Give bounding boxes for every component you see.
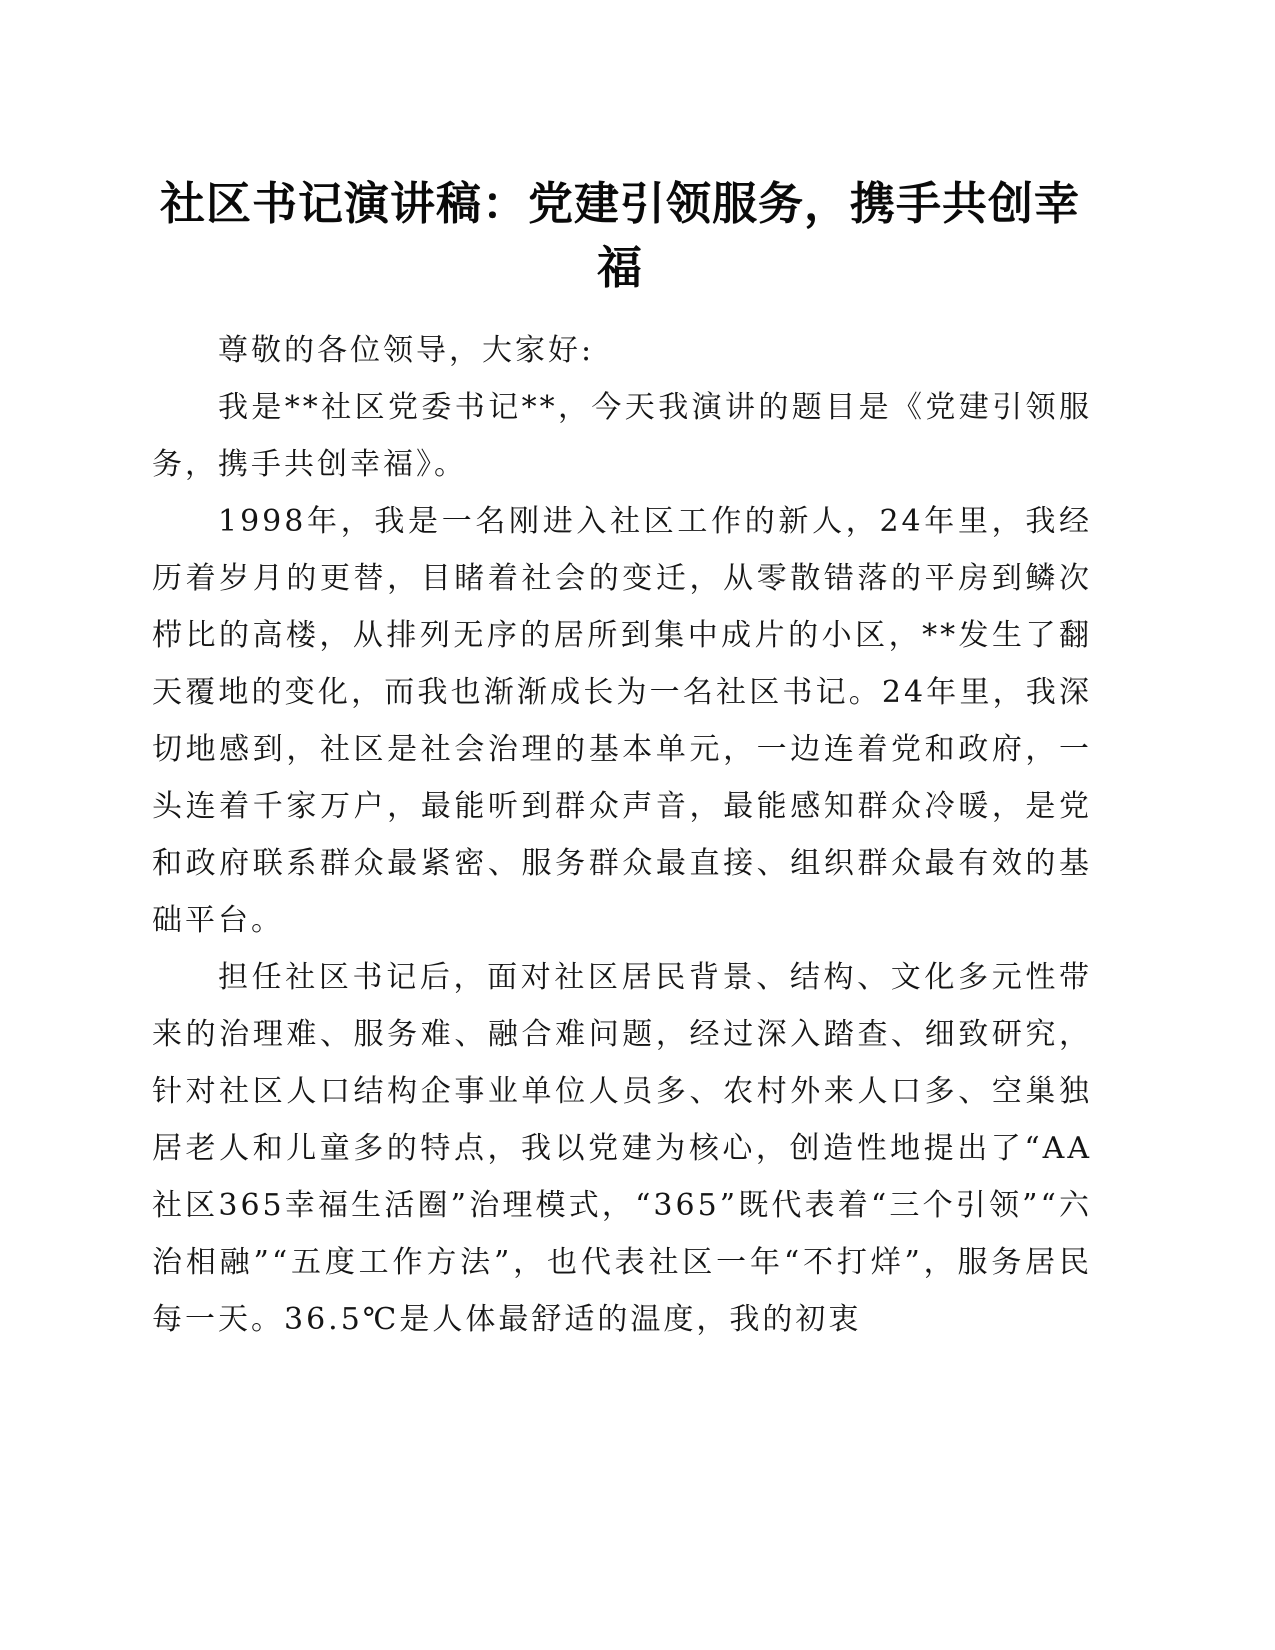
paragraph-greeting: 尊敬的各位领导，大家好: [218, 333, 595, 368]
paragraph-governance-model: 担任社区书记后，面对社区居民背景、结构、文化多元性带来的治理难、服务难、融合难问题，经过深入踏查、细致研究，针对社区人口结构企事业单位人员多、农村外来人口多、空巢独居老人和儿童多的特点，我以党建为核心，创造性地提出了“AA社区365幸福生活圈”治理模式，“365”既代表着“三个引领”“六治相融”“五度工作方法”，也代表社区一年“不打烊”，服务居民每一天。36.5℃是人体最舒适的温度，我的初衷 [152, 960, 1092, 1337]
document-title: 社区书记演讲稿：党建引领服务，携手共创幸福 [159, 177, 1080, 294]
paragraph-experience: 1998年，我是一名刚进入社区工作的新人，24年里，我经历着岁月的更替，目睹着社会的变迁，从零散错落的平房到鳞次栉比的高楼，从排列无序的居所到集中成片的小区，**发生了翻天覆地的变化，而我也渐渐成长为一名社区书记。24年里，我深切地感到，社区是社会治理的基本单元，一边连着党和政府，一头连着千家万户，最能听到群众声音，最能感知群众冷暖，是党和政府联系群众最紧密、服务群众最直接、组织群众最有效的基础平台。 [152, 504, 1092, 938]
paragraph-introduction: 我是**社区党委书记**，今天我演讲的题目是《党建引领服务，携手共创幸福》。 [152, 390, 1092, 482]
document-body [152, 322, 1092, 1348]
